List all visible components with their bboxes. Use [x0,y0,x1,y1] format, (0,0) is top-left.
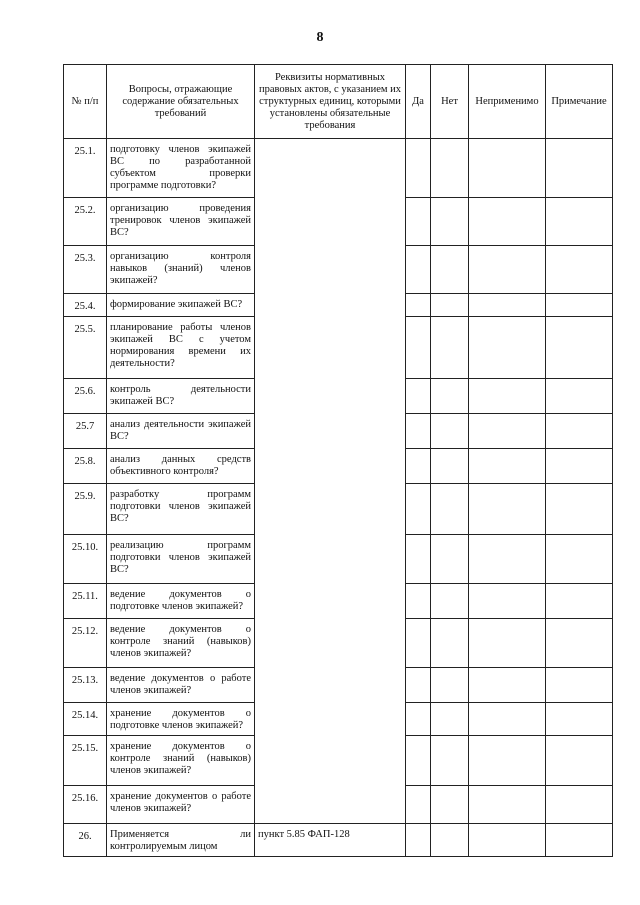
note-cell [546,139,613,198]
row-question: планирование работы членов экипажей ВС с учетом нормирования времени их деятельности? [107,317,255,379]
note-cell [546,736,613,786]
answer-no-cell [431,414,469,449]
note-cell [546,703,613,736]
header-num: № п/п [64,65,107,139]
answer-not-applicable-cell [469,736,546,786]
row-number: 25.2. [64,198,107,246]
answer-not-applicable-cell [469,198,546,246]
row-number: 26. [64,824,107,857]
note-cell [546,198,613,246]
row-number: 25.8. [64,449,107,484]
row-number: 25.1. [64,139,107,198]
answer-not-applicable-cell [469,535,546,584]
row-question: Применяется ли контролируемым лицом [107,824,255,857]
row-number: 25.15. [64,736,107,786]
header-note: Примечание [546,65,613,139]
answer-not-applicable-cell [469,484,546,535]
row-number: 25.12. [64,619,107,668]
header-question: Вопросы, отражающие содержание обязательных требований [107,65,255,139]
row-question: подготовку членов экипажей ВС по разработанной субъектом проверки программе подготовки? [107,139,255,198]
note-cell [546,484,613,535]
note-cell [546,449,613,484]
row-number: 25.7 [64,414,107,449]
answer-no-cell [431,786,469,824]
row-question: формирование экипажей ВС? [107,294,255,317]
answer-not-applicable-cell [469,619,546,668]
row-number: 25.3. [64,246,107,294]
page-bottom-margin [0,880,640,905]
note-cell [546,584,613,619]
row-number: 25.5. [64,317,107,379]
answer-yes-cell [406,414,431,449]
header-no: Нет [431,65,469,139]
row-requisites: пункт 5.85 ФАП-128 [255,824,406,857]
note-cell [546,379,613,414]
answer-no-cell [431,703,469,736]
note-cell [546,294,613,317]
note-cell [546,535,613,584]
answer-no-cell [431,198,469,246]
answer-yes-cell [406,484,431,535]
answer-not-applicable-cell [469,379,546,414]
answer-not-applicable-cell [469,246,546,294]
answer-yes-cell [406,198,431,246]
answer-not-applicable-cell [469,414,546,449]
answer-not-applicable-cell [469,824,546,857]
answer-no-cell [431,736,469,786]
answer-yes-cell [406,317,431,379]
note-cell [546,619,613,668]
answer-yes-cell [406,535,431,584]
answer-yes-cell [406,736,431,786]
answer-yes-cell [406,379,431,414]
answer-yes-cell [406,668,431,703]
row-question: ведение документов о подготовке членов экипажей? [107,584,255,619]
answer-yes-cell [406,619,431,668]
answer-not-applicable-cell [469,317,546,379]
header-yes: Да [406,65,431,139]
row-number: 25.6. [64,379,107,414]
answer-no-cell [431,619,469,668]
answer-no-cell [431,294,469,317]
table-row [64,139,613,198]
answer-not-applicable-cell [469,584,546,619]
row-number: 25.4. [64,294,107,317]
row-number: 25.14. [64,703,107,736]
row-question: организацию контроля навыков (знаний) членов экипажей? [107,246,255,294]
note-cell [546,246,613,294]
table-row [64,824,613,857]
answer-not-applicable-cell [469,294,546,317]
answer-yes-cell [406,139,431,198]
note-cell [546,414,613,449]
answer-yes-cell [406,449,431,484]
answer-not-applicable-cell [469,449,546,484]
note-cell [546,668,613,703]
row-question: анализ деятельности экипажей ВС? [107,414,255,449]
row-requisites-merged [255,139,406,824]
answer-not-applicable-cell [469,786,546,824]
row-question: хранение документов о работе членов экипажей? [107,786,255,824]
note-cell [546,317,613,379]
row-number: 25.10. [64,535,107,584]
row-question: ведение документов о контроле знаний (навыков) членов экипажей? [107,619,255,668]
note-cell [546,786,613,824]
answer-not-applicable-cell [469,703,546,736]
row-question: разработку программ подготовки членов экипажей ВС? [107,484,255,535]
note-cell [546,824,613,857]
answer-yes-cell [406,294,431,317]
checklist-table [63,64,613,857]
answer-no-cell [431,484,469,535]
answer-no-cell [431,668,469,703]
page-number: 8 [316,30,324,45]
answer-yes-cell [406,703,431,736]
answer-no-cell [431,535,469,584]
table-header-row [64,65,613,139]
answer-yes-cell [406,246,431,294]
row-question: реализацию программ подготовки членов экипажей ВС? [107,535,255,584]
answer-no-cell [431,139,469,198]
answer-no-cell [431,317,469,379]
row-question: организацию проведения тренировок членов экипажей ВС? [107,198,255,246]
row-question: хранение документов о контроле знаний (навыков) членов экипажей? [107,736,255,786]
answer-no-cell [431,584,469,619]
answer-yes-cell [406,584,431,619]
row-question: контроль деятельности экипажей ВС? [107,379,255,414]
row-question: хранение документов о подготовке членов экипажей? [107,703,255,736]
answer-yes-cell [406,824,431,857]
answer-yes-cell [406,786,431,824]
row-question: анализ данных средств объективного контроля? [107,449,255,484]
answer-not-applicable-cell [469,668,546,703]
row-question: ведение документов о работе членов экипажей? [107,668,255,703]
row-number: 25.9. [64,484,107,535]
row-number: 25.16. [64,786,107,824]
header-not-applicable: Неприменимо [469,65,546,139]
row-number: 25.13. [64,668,107,703]
row-number: 25.11. [64,584,107,619]
header-requisites: Реквизиты нормативных правовых актов, с указанием их структурных единиц, которыми установлены обязательные требования [255,65,406,139]
answer-no-cell [431,246,469,294]
answer-no-cell [431,824,469,857]
answer-not-applicable-cell [469,139,546,198]
answer-no-cell [431,449,469,484]
answer-no-cell [431,379,469,414]
